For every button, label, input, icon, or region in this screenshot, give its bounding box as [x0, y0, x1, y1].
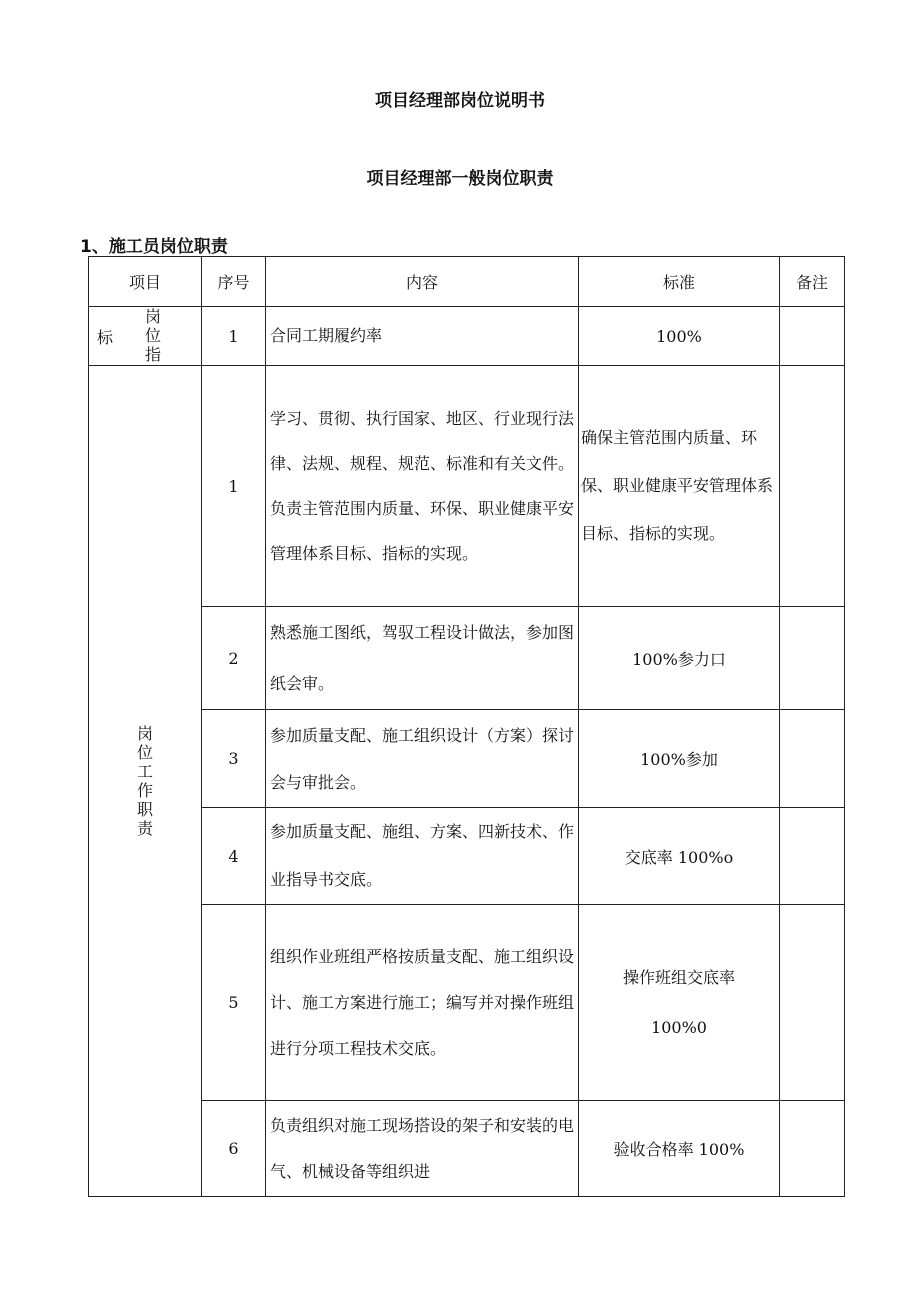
- table-row: [89, 905, 845, 1101]
- row-remark: [780, 905, 845, 1101]
- indicator-row: [89, 307, 845, 366]
- header-content: 内容: [266, 257, 579, 307]
- row-standard-cell: [579, 905, 780, 1101]
- indicator-label-part2: 岗位指: [145, 307, 162, 364]
- row-remark: [780, 607, 845, 710]
- row-remark: [780, 808, 845, 905]
- indicator-label-part1: 标: [97, 328, 114, 347]
- row-content: 参加质量支配、施工组织设计（方案）探讨会与审批会。: [266, 710, 579, 808]
- row-seq: 1: [202, 366, 266, 607]
- table-row: [89, 1101, 845, 1197]
- row-standard: 100%参加: [579, 710, 780, 808]
- row-content: 参加质量支配、施组、方案、四新技术、作业指导书交底。: [266, 808, 579, 905]
- header-item: 项目: [89, 257, 202, 307]
- header-seq: 序号: [202, 257, 266, 307]
- row-standard: 操作班组交底率 100%0: [622, 967, 735, 1037]
- table-header-row: [89, 257, 845, 307]
- row-seq: 6: [202, 1101, 266, 1197]
- row-seq: 4: [202, 808, 266, 905]
- row-remark: [780, 366, 845, 607]
- duty-label: 岗位工作职责: [136, 724, 153, 838]
- row-remark: [780, 710, 845, 808]
- row-standard: 验收合格率 100%: [579, 1101, 780, 1197]
- document-title: 项目经理部岗位说明书: [375, 91, 545, 111]
- row-seq: 2: [202, 607, 266, 710]
- header-remark: 备注: [780, 257, 845, 307]
- table-row: [89, 808, 845, 905]
- row-seq: 3: [202, 710, 266, 808]
- row-standard: 交底率 100%o: [579, 808, 780, 905]
- indicator-standard: 100%: [579, 307, 780, 366]
- document-subtitle: 项目经理部一般岗位职责: [366, 169, 554, 189]
- duty-table: [88, 256, 845, 1197]
- row-remark: [780, 1101, 845, 1197]
- table-row: [89, 366, 845, 607]
- header-standard: 标准: [579, 257, 780, 307]
- row-content: 负责组织对施工现场搭设的架子和安装的电气、机械设备等组织进: [266, 1101, 579, 1197]
- row-content: 学习、贯彻、执行国家、地区、行业现行法律、法规、规程、规范、标准和有关文件。负责主管范围内质量、环保、职业健康平安管理体系目标、指标的实现。: [266, 366, 579, 607]
- indicator-content: 合同工期履约率: [266, 307, 579, 366]
- section-heading: 1、施工员岗位职责: [80, 237, 228, 257]
- table-row: [89, 710, 845, 808]
- indicator-label-cell: [89, 307, 202, 366]
- row-seq: 5: [202, 905, 266, 1101]
- table-row: [89, 607, 845, 710]
- row-content: 熟悉施工图纸，驾驭工程设计做法，参加图纸会审。: [266, 607, 579, 710]
- indicator-remark: [780, 307, 845, 366]
- duty-label-cell: [89, 366, 202, 1197]
- indicator-seq: 1: [202, 307, 266, 366]
- row-standard: 100%参力口: [579, 607, 780, 710]
- row-standard: 确保主管范围内质量、环保、职业健康平安管理体系目标、指标的实现。: [579, 366, 780, 607]
- row-content: 组织作业班组严格按质量支配、施工组织设计、施工方案进行施工；编写并对操作班组进行分项工程技术交底。: [266, 905, 579, 1101]
